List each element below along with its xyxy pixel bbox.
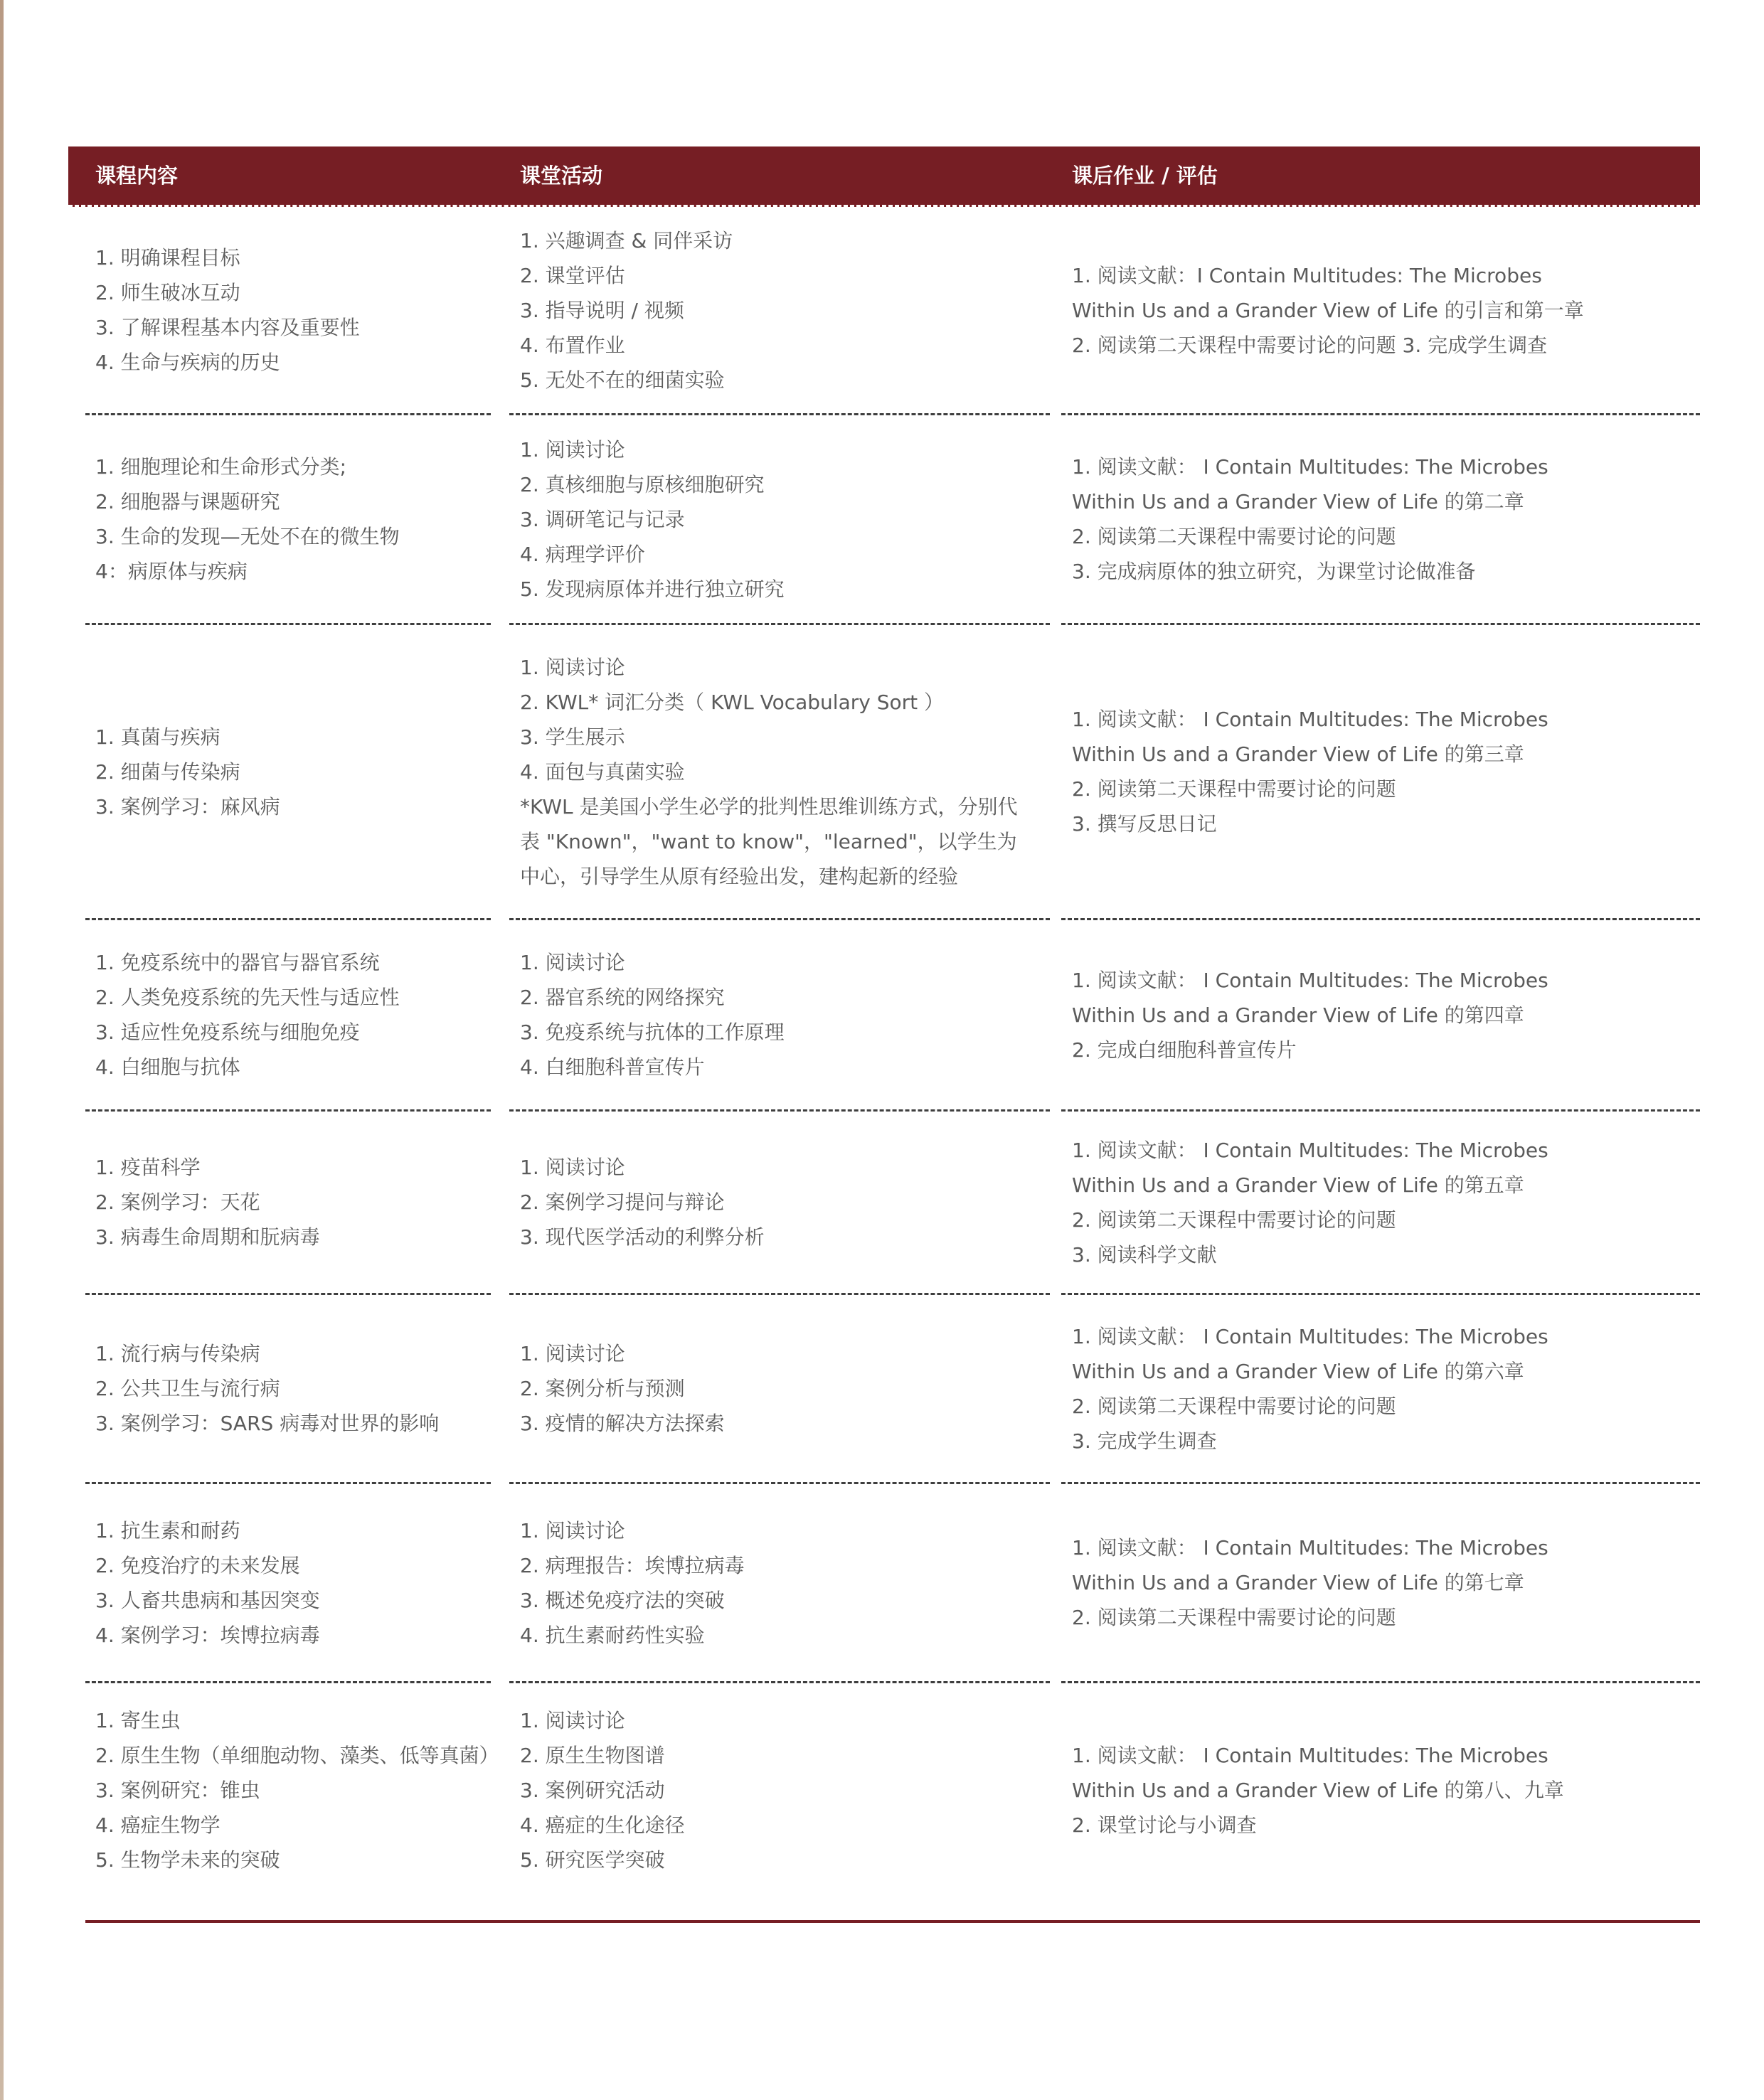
- homework-cell: [1061, 207, 1700, 415]
- cell-line: 4. 癌症生物学: [95, 1813, 220, 1837]
- cell-line: 3. 调研笔记与记录: [520, 507, 685, 531]
- cell-line: 2. 病理报告：埃博拉病毒: [520, 1553, 745, 1577]
- cell-line: 2. 阅读第二天课程中需要讨论的问题: [1072, 1606, 1396, 1629]
- cell-line: 4：病原体与疾病: [95, 560, 248, 583]
- table-row: [68, 625, 1700, 920]
- cell-line: Within Us and a Grander View of Life 的第八、九章: [1072, 1779, 1564, 1802]
- cell-line: 3. 完成病原体的独立研究，为课堂讨论做准备: [1072, 560, 1476, 583]
- homework-cell: [1061, 1484, 1700, 1683]
- cell-line: 2. 细胞器与课题研究: [95, 490, 280, 513]
- class-activities-cell: [509, 1683, 1050, 1897]
- cell-line: 1. 细胞理论和生命形式分类;: [95, 455, 347, 479]
- homework-cell: [1061, 1112, 1700, 1295]
- cell-line: 3. 人畜共患病和基因突变: [95, 1588, 320, 1612]
- class-activities-cell: [509, 1112, 1050, 1295]
- cell-line: 3. 适应性免疫系统与细胞免疫: [95, 1020, 360, 1044]
- homework-cell: [1061, 1683, 1700, 1897]
- course-schedule-table: [68, 146, 1700, 1897]
- cell-line: 1. 阅读文献： I Contain Multitudes: The Microbes: [1072, 968, 1548, 992]
- class-activities-cell: [509, 207, 1050, 415]
- table-row: [68, 1484, 1700, 1683]
- cell-line: 1. 疫苗科学: [95, 1156, 201, 1179]
- cell-line: 2. 细菌与传染病: [95, 759, 240, 784]
- cell-line: 3. 病毒生命周期和朊病毒: [95, 1225, 320, 1249]
- table-row: [68, 1112, 1700, 1295]
- course-content-cell: [85, 207, 491, 415]
- cell-line: 3. 学生展示: [520, 725, 625, 749]
- page-edge-decoration: [0, 0, 4, 2100]
- table-row: [68, 1683, 1700, 1897]
- cell-line: 1. 抗生素和耐药: [95, 1518, 240, 1542]
- cell-line: 4. 布置作业: [520, 333, 625, 357]
- cell-line: 2. 阅读第二天课程中需要讨论的问题: [1072, 1208, 1396, 1232]
- class-activities-cell: [509, 1484, 1050, 1683]
- cell-line: 2. 课堂讨论与小调查: [1072, 1813, 1257, 1837]
- cell-line: Within Us and a Grander View of Life 的第三章: [1072, 742, 1524, 766]
- cell-line: 1. 阅读讨论: [520, 1709, 625, 1732]
- cell-line: 2. 阅读第二天课程中需要讨论的问题 3. 完成学生调查: [1072, 333, 1548, 357]
- cell-line: 2. 人类免疫系统的先天性与适应性: [95, 986, 400, 1009]
- cell-line: 4. 生命与疾病的历史: [95, 351, 280, 374]
- cell-line: 1. 寄生虫: [95, 1709, 181, 1732]
- cell-line: 3. 生命的发现—无处不在的微生物: [95, 525, 400, 548]
- cell-line: 2. 案例学习：天花: [95, 1190, 260, 1214]
- cell-line: 2. KWL* 词汇分类（ KWL Vocabulary Sort ）: [520, 690, 945, 714]
- cell-line: 1. 阅读讨论: [520, 655, 625, 679]
- cell-line: 1. 阅读文献： I Contain Multitudes: The Microbes: [1072, 1744, 1548, 1767]
- course-content-cell: [85, 1683, 499, 1897]
- cell-line: 5. 无处不在的细菌实验: [520, 368, 725, 392]
- class-activities-cell: [509, 625, 1050, 920]
- table-header: [68, 146, 1700, 207]
- cell-line: 2. 阅读第二天课程中需要讨论的问题: [1072, 777, 1396, 801]
- course-content-cell: [85, 1295, 491, 1484]
- cell-line: 2. 真核细胞与原核细胞研究: [520, 472, 765, 496]
- course-content-cell: [85, 920, 491, 1112]
- cell-line: 3. 了解课程基本内容及重要性: [95, 316, 360, 339]
- header-homework-assessment: 课后作业 / 评估: [1072, 164, 1218, 188]
- cell-line: 1. 阅读讨论: [520, 951, 625, 974]
- cell-line: 3. 现代医学活动的利弊分析: [520, 1225, 765, 1249]
- cell-line: 1. 阅读文献： I Contain Multitudes: The Microbes: [1072, 1324, 1548, 1348]
- table-row: [68, 415, 1700, 625]
- header-class-activities: 课堂活动: [520, 164, 603, 188]
- cell-line: 2. 课堂评估: [520, 263, 625, 287]
- cell-line: 2. 原生生物（单细胞动物、藻类、低等真菌）: [95, 1744, 499, 1767]
- cell-line: 2. 器官系统的网络探究: [520, 986, 725, 1009]
- cell-line: 1. 明确课程目标: [95, 246, 240, 270]
- cell-line: Within Us and a Grander View of Life 的第七章: [1072, 1571, 1524, 1594]
- cell-line: 1. 流行病与传染病: [95, 1342, 260, 1365]
- course-content-cell: [85, 1484, 491, 1683]
- table-body: [68, 207, 1700, 1897]
- cell-line: 4. 白细胞与抗体: [95, 1055, 240, 1079]
- cell-line: 3. 概述免疫疗法的突破: [520, 1588, 725, 1612]
- course-content-cell: [85, 625, 491, 920]
- cell-line: 4. 抗生素耐药性实验: [520, 1623, 705, 1647]
- cell-line: 1. 阅读文献： I Contain Multitudes: The Microbes: [1072, 1536, 1548, 1560]
- cell-line: *KWL 是美国小学生必学的批判性思维训练方式，分别代: [520, 794, 1018, 819]
- cell-line: 2. 免疫治疗的未来发展: [95, 1553, 300, 1577]
- cell-line: 3. 疫情的解决方法探索: [520, 1412, 725, 1435]
- cell-line: Within Us and a Grander View of Life 的第六章: [1072, 1359, 1524, 1383]
- class-activities-cell: [509, 920, 1050, 1112]
- cell-line: 5. 生物学未来的突破: [95, 1848, 280, 1872]
- cell-line: 3. 案例学习：SARS 病毒对世界的影响: [95, 1412, 440, 1435]
- cell-line: 5. 研究医学突破: [520, 1848, 665, 1872]
- cell-line: Within Us and a Grander View of Life 的第二章: [1072, 490, 1524, 513]
- cell-line: 4. 白细胞科普宣传片: [520, 1055, 705, 1079]
- course-content-cell: [85, 415, 491, 625]
- table-row: [68, 920, 1700, 1112]
- cell-line: 1. 阅读讨论: [520, 1156, 625, 1179]
- cell-line: 4. 面包与真菌实验: [520, 759, 685, 784]
- cell-line: 3. 案例学习：麻风病: [95, 794, 280, 819]
- cell-line: 1. 阅读讨论: [520, 1342, 625, 1365]
- cell-line: 4. 癌症的生化途径: [520, 1813, 685, 1837]
- cell-line: 2. 原生生物图谱: [520, 1744, 665, 1767]
- cell-line: 2. 公共卫生与流行病: [95, 1377, 280, 1400]
- header-course-content: 课程内容: [95, 164, 179, 188]
- cell-line: 1. 免疫系统中的器官与器官系统: [95, 951, 380, 974]
- course-content-cell: [85, 1112, 491, 1295]
- cell-line: 1. 阅读讨论: [520, 1518, 625, 1542]
- cell-line: 4. 案例学习：埃博拉病毒: [95, 1623, 320, 1647]
- cell-line: 1. 阅读文献： I Contain Multitudes: The Microbes: [1072, 1138, 1548, 1162]
- table-row: [68, 207, 1700, 415]
- cell-line: 4. 病理学评价: [520, 542, 645, 566]
- table-row: [68, 1295, 1700, 1484]
- cell-line: 1. 兴趣调查 & 同伴采访: [520, 228, 733, 252]
- cell-line: 3. 阅读科学文献: [1072, 1242, 1217, 1267]
- cell-line: 2. 师生破冰互动: [95, 281, 240, 304]
- cell-line: Within Us and a Grander View of Life 的第五章: [1072, 1173, 1524, 1197]
- cell-line: 1. 阅读文献：I Contain Multitudes: The Microbes: [1072, 263, 1542, 287]
- cell-line: 5. 发现病原体并进行独立研究: [520, 577, 785, 601]
- cell-line: 3. 撰写反思日记: [1072, 812, 1217, 836]
- cell-line: 3. 完成学生调查: [1072, 1429, 1217, 1453]
- homework-cell: [1061, 415, 1700, 625]
- cell-line: 2. 阅读第二天课程中需要讨论的问题: [1072, 1394, 1396, 1418]
- cell-line: Within Us and a Grander View of Life 的引言和第一章: [1072, 298, 1584, 322]
- cell-line: 表 "Known"，"want to know"，"learned"，以学生为: [520, 829, 1017, 853]
- homework-cell: [1061, 920, 1700, 1112]
- cell-line: 3. 指导说明 / 视频: [520, 298, 684, 322]
- homework-cell: [1061, 1295, 1700, 1484]
- table-bottom-rule: [85, 1920, 1700, 1923]
- cell-line: 3. 案例研究活动: [520, 1779, 665, 1802]
- cell-line: 1. 阅读文献： I Contain Multitudes: The Microbes: [1072, 455, 1548, 479]
- cell-line: 3. 免疫系统与抗体的工作原理: [520, 1020, 785, 1044]
- cell-line: 3. 案例研究：锥虫: [95, 1779, 260, 1802]
- cell-line: 2. 案例学习提问与辩论: [520, 1190, 725, 1214]
- cell-line: 2. 案例分析与预测: [520, 1377, 685, 1400]
- cell-line: 中心，引导学生从原有经验出发，建构起新的经验: [520, 864, 959, 888]
- class-activities-cell: [509, 1295, 1050, 1484]
- cell-line: 1. 阅读讨论: [520, 437, 625, 462]
- cell-line: 2. 阅读第二天课程中需要讨论的问题: [1072, 525, 1396, 548]
- cell-line: Within Us and a Grander View of Life 的第四章: [1072, 1003, 1524, 1027]
- cell-line: 1. 真菌与疾病: [95, 725, 220, 749]
- class-activities-cell: [509, 415, 1050, 625]
- homework-cell: [1061, 625, 1700, 920]
- cell-line: 2. 完成白细胞科普宣传片: [1072, 1038, 1297, 1062]
- cell-line: 1. 阅读文献： I Contain Multitudes: The Microbes: [1072, 708, 1548, 731]
